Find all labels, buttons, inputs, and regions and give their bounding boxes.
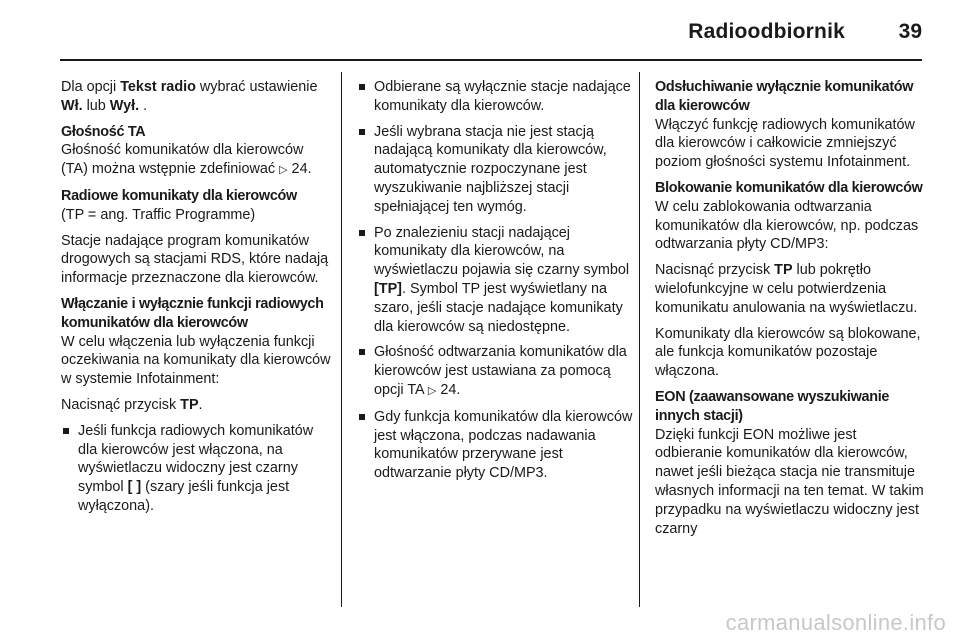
listen-only-heading: Odsłuchiwanie wyłącznie komunikatów dla kierowców bbox=[655, 79, 914, 114]
ta-volume-heading: Głośność TA bbox=[61, 123, 146, 140]
bullet-square-icon bbox=[359, 230, 365, 236]
block-announcements-heading: Blokowanie komunikatów dla kierowców bbox=[655, 179, 923, 196]
list-item: Gdy funkcja komunikatów dla kierowców jest włączona, podczas nadawania komunikatów przerywane jest odtwarzanie płyty CD/MP3. bbox=[357, 408, 633, 483]
bullet-square-icon bbox=[359, 84, 365, 90]
eon-body: Dzięki funkcji EON możliwe jest odbieranie komunikatów dla kierowców, nawet jeśli bieżąca stacja nie transmituje własnych informacji na ten temat. W takim przypadku na wyświetlaczu widoczny jest czarny bbox=[655, 426, 924, 537]
block-announcements-section bbox=[655, 179, 925, 381]
column-divider-2 bbox=[639, 72, 640, 607]
column-2 bbox=[357, 78, 633, 490]
toggle-section bbox=[61, 295, 333, 516]
bullet-square-icon bbox=[359, 414, 365, 420]
column-3 bbox=[655, 78, 925, 545]
eon-section bbox=[655, 388, 925, 538]
ta-volume-ref: 24. bbox=[287, 161, 312, 178]
toggle-press-instruction: Nacisnąć przycisk TP. bbox=[61, 396, 203, 413]
block-note: Komunikaty dla kierowców są blokowane, ale funkcja komunikatów pozostaje włączona. bbox=[655, 325, 921, 380]
tp-button-label: TP bbox=[180, 396, 199, 413]
list-item: Odbierane są wyłącznie stacje nadające komunikaty dla kierowców. bbox=[357, 78, 633, 116]
list-item: Po znalezieniu stacji nadającej komunikaty dla kierowców, na wyświetlaczu pojawia się czarny symbol [TP]. Symbol TP jest wyświetlany na szaro, jeśli stacje nadające komunikaty dla kierowców są niedostępne. bbox=[357, 224, 633, 337]
page-reference-icon: ▷ bbox=[427, 384, 437, 397]
block-press-instruction: Nacisnąć przycisk TP lub pokrętło wielofunkcyjne w celu potwierdzenia komunikatu anulowania na wyświetlaczu. bbox=[655, 262, 918, 316]
column-1 bbox=[61, 78, 333, 523]
bullet-square-icon bbox=[63, 428, 69, 434]
ta-volume-section bbox=[61, 123, 333, 180]
page-header bbox=[0, 0, 960, 60]
header-rule bbox=[60, 59, 922, 61]
listen-only-body: Włączyć funkcję radiowych komunikatów dla kierowców i całkowicie zmniejszyć poziom głośności systemu Infotainment. bbox=[655, 116, 915, 171]
traffic-programme-body: Stacje nadające program komunikatów drogowych są stacjami RDS, które nadają informacje przeznaczone dla kierowców. bbox=[61, 232, 329, 287]
toggle-heading: Włączanie i wyłącznie funkcji radiowych komunikatów dla kierowców bbox=[61, 295, 324, 331]
eon-heading: EON (zaawansowane wyszukiwanie innych stacji) bbox=[655, 388, 890, 424]
page-title: Radioodbiornik bbox=[688, 20, 845, 43]
list-item: Głośność odtwarzania komunikatów dla kierowców jest ustawiana za pomocą opcji TA ▷ 24. bbox=[357, 343, 633, 400]
listen-only-section bbox=[655, 78, 925, 172]
traffic-programme-heading: Radiowe komunikaty dla kierowców bbox=[61, 187, 297, 204]
column-divider-1 bbox=[341, 72, 342, 607]
page-number: 39 bbox=[898, 20, 922, 43]
ta-volume-body: Głośność komunikatów dla kierowców (TA) można wstępnie zdefiniować bbox=[61, 142, 304, 178]
toggle-body: W celu włączenia lub wyłączenia funkcji oczekiwania na komunikaty dla kierowców w systemie Infotainment: bbox=[61, 333, 331, 388]
page-reference-icon: ▷ bbox=[279, 164, 288, 177]
bullet-square-icon bbox=[359, 349, 365, 355]
intro-paragraph: Dla opcji Tekst radio wybrać ustawienie Wł. lub Wył. . bbox=[61, 79, 318, 114]
traffic-programme-abbrev: (TP = ang. Traffic Programme) bbox=[61, 206, 256, 223]
block-announcements-body: W celu zablokowania odtwarzania komunikatów dla kierowców, np. podczas odtwarzania płyty CD/MP3: bbox=[655, 198, 919, 253]
bullet-square-icon bbox=[359, 129, 365, 135]
tp-button-label: TP bbox=[774, 262, 793, 279]
traffic-programme-section bbox=[61, 187, 333, 288]
watermark: carmanualsonline.info bbox=[725, 610, 946, 635]
list-item: Jeśli wybrana stacja nie jest stacją nadającą komunikaty dla kierowców, automatycznie rozpoczynane jest wyszukiwanie najbliższej stacji spełniającej ten wymóg. bbox=[357, 123, 633, 217]
list-item: Jeśli funkcja radiowych komunikatów dla kierowców jest włączona, na wyświetlaczu widoczny jest czarny symbol [ ] (szary jeśli funkcja jest wyłączona). bbox=[61, 422, 333, 516]
